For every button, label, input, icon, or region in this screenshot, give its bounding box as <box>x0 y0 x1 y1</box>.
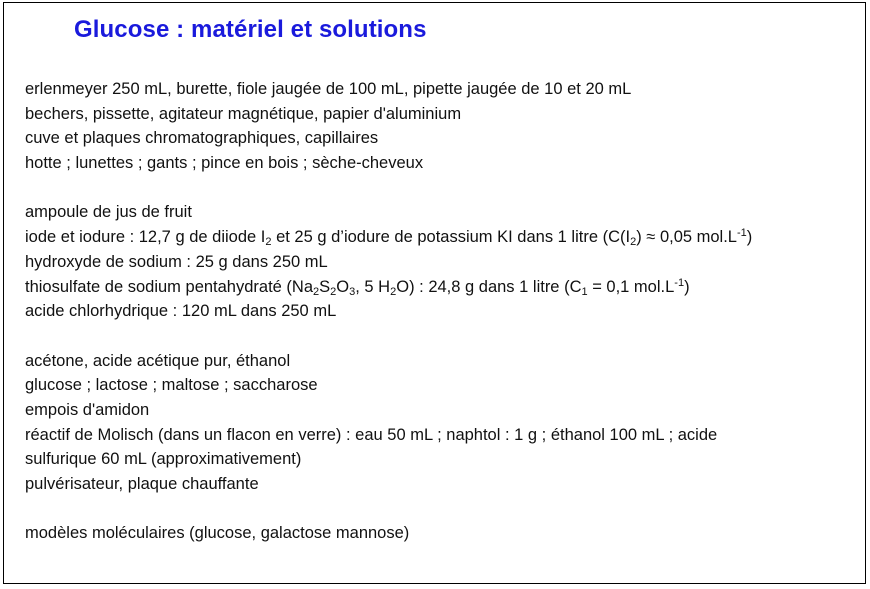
page-title: Glucose : matériel et solutions <box>74 16 427 43</box>
line-thiosulfate: thiosulfate de sodium pentahydraté ($Na_2S_2O_3$, 5 $H_2O$) : 24,8 g dans 1 litre ($C_1 = 0,1$ $mol.L^{-1}$) <box>25 276 690 298</box>
document-frame <box>3 2 866 584</box>
blank-line <box>25 497 752 522</box>
line-molisch-reagent-cont: sulfurique 60 mL (approximativement) <box>25 450 302 469</box>
line-molecular-models: modèles moléculaires (glucose, galactose mannose) <box>25 524 410 543</box>
blank-line <box>25 176 752 201</box>
line-iodine-solution: iode et iodure : 12,7 g de diiode $I_2$ et 25 g d’iodure de potassium KI dans 1 litre ($C(I_2) \approx 0,05$ $mol.L^{-1}$) <box>25 227 753 249</box>
line-chromatography: cuve et plaques chromatographiques, capillaires <box>25 129 379 148</box>
line-safety: hotte ; lunettes ; gants ; pince en bois ; sèche-cheveux <box>25 154 424 173</box>
line-sugars: glucose ; lactose ; maltose ; saccharose <box>25 376 318 395</box>
materials-list <box>25 77 752 546</box>
blank-line <box>25 324 752 349</box>
line-sprayer-hotplate: pulvérisateur, plaque chauffante <box>25 475 259 493</box>
line-equipment-glassware: erlenmeyer 250 mL, burette, fiole jaugée de 100 mL, pipette jaugée de 10 et 20 mL <box>25 80 632 98</box>
line-starch: empois d'amidon <box>25 400 150 419</box>
line-sodium-hydroxide: hydroxyde de sodium : 25 g dans 250 mL <box>25 252 328 271</box>
line-fruit-juice: ampoule de jus de fruit <box>25 203 192 222</box>
line-solvents: acétone, acide acétique pur, éthanol <box>25 351 291 370</box>
line-equipment-misc: bechers, pissette, agitateur magnétique, papier d'aluminium <box>25 104 462 123</box>
line-hydrochloric-acid: acide chlorhydrique : 120 mL dans 250 mL <box>25 302 337 321</box>
line-molisch-reagent: réactif de Molisch (dans un flacon en verre) : eau 50 mL ; naphtol : 1 g ; éthanol 100 mL ; acide <box>25 425 718 444</box>
